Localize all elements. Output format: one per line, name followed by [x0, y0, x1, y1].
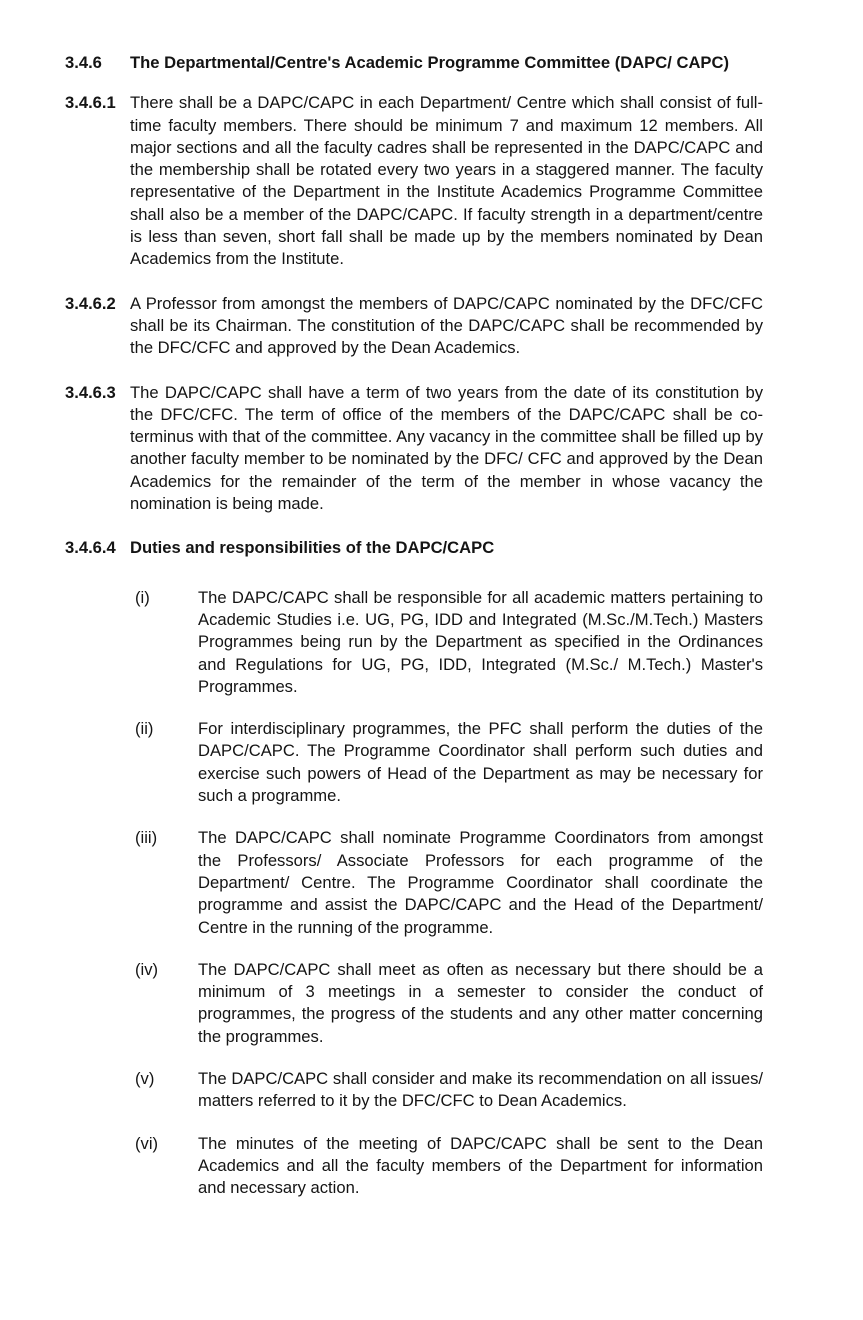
- section-heading: [65, 52, 763, 74]
- duty-text: The DAPC/CAPC shall consider and make its recommendation on all issues/ matters referred to it by the DFC/CFC to Dean Academics.: [198, 1068, 763, 1111]
- duty-marker: (iv): [135, 959, 159, 979]
- clause-number: 3.4.6.3: [65, 382, 116, 402]
- clause-number: 3.4.6.2: [65, 293, 116, 313]
- clause-3-4-6-3: [65, 382, 763, 516]
- section-heading-number: 3.4.6: [65, 53, 102, 72]
- clause-text: There shall be a DAPC/CAPC in each Department/ Centre which shall consist of full-time faculty members. There should be minimum 7 and maximum 12 members. All major sections and all the faculty cadres shall be represented in the DAPC/CAPC and the membership shall be rotated every two years in a staggered manner. The faculty representative of the Department in the Institute Academics Programme Committee shall also be a member of the DAPC/CAPC. If faculty strength in a department/centre is less than seven, short fall shall be made up by the members nominated by Dean Academics from the Institute.: [130, 93, 763, 269]
- clause-3-4-6-1: [65, 92, 763, 270]
- duty-item-ii: [135, 718, 763, 807]
- clause-number: 3.4.6.4: [65, 538, 116, 558]
- duties-list: [65, 587, 763, 1200]
- duty-marker: (ii): [135, 719, 154, 739]
- duty-marker: (vi): [135, 1133, 159, 1153]
- clause-text: The DAPC/CAPC shall have a term of two years from the date of its constitution by the DFC/CFC. The term of office of the members of the DAPC/CAPC shall be co-terminus with that of the committee. Any vacancy in the committee shall be filled up by another faculty member to be nominated by the DFC/ CFC and approved by the Dean Academics for the remainder of the term of the member in whose vacancy the nomination is being made.: [130, 382, 763, 514]
- duty-item-iii: [135, 827, 763, 938]
- duty-text: The DAPC/CAPC shall nominate Programme Coordinators from amongst the Professors/ Associate Professors for each programme of the Department/ Centre. The Programme Coordinator shall coordinate the programme and assist the DAPC/CAPC and the Head of the Department/ Centre in the running of the programme.: [198, 828, 763, 937]
- clause-3-4-6-4-subheading: [65, 537, 763, 559]
- duty-marker: (i): [135, 587, 150, 607]
- clause-number: 3.4.6.1: [65, 93, 116, 113]
- duty-item-vi: [135, 1133, 763, 1200]
- duty-text: The minutes of the meeting of DAPC/CAPC shall be sent to the Dean Academics and all the faculty members of the Department for information and necessary action.: [198, 1133, 763, 1198]
- duty-text: For interdisciplinary programmes, the PFC shall perform the duties of the DAPC/CAPC. The Programme Coordinator shall perform such duties and exercise such powers of Head of the Department as may be necessary for such a programme.: [198, 719, 763, 806]
- duty-item-iv: [135, 959, 763, 1048]
- clause-3-4-6-2: [65, 293, 763, 360]
- duty-text: The DAPC/CAPC shall be responsible for all academic matters pertaining to Academic Studies i.e. UG, PG, IDD and Integrated (M.Sc./M.Tech.) Masters Programmes being run by the Department as specified in the Ordinances and Regulations for UG, PG, IDD, Integrated (M.Sc./ M.Tech.) Master's Programmes.: [198, 587, 763, 696]
- clause-text: A Professor from amongst the members of DAPC/CAPC nominated by the DFC/CFC shall be its Chairman. The constitution of the DAPC/CAPC shall be recommended by the DFC/CFC and approved by the Dean Academics.: [130, 293, 763, 358]
- duty-marker: (iii): [135, 828, 158, 848]
- subheading-text: Duties and responsibilities of the DAPC/CAPC: [130, 538, 495, 558]
- duty-text: The DAPC/CAPC shall meet as often as necessary but there should be a minimum of 3 meetings in a semester to consider the conduct of programmes, the progress of the students and any other matter concerning the programmes.: [198, 959, 763, 1046]
- duty-item-v: [135, 1068, 763, 1113]
- duty-item-i: [135, 587, 763, 698]
- duty-marker: (v): [135, 1068, 155, 1088]
- section-heading-text: The Departmental/Centre's Academic Programme Committee (DAPC/ CAPC): [130, 53, 730, 72]
